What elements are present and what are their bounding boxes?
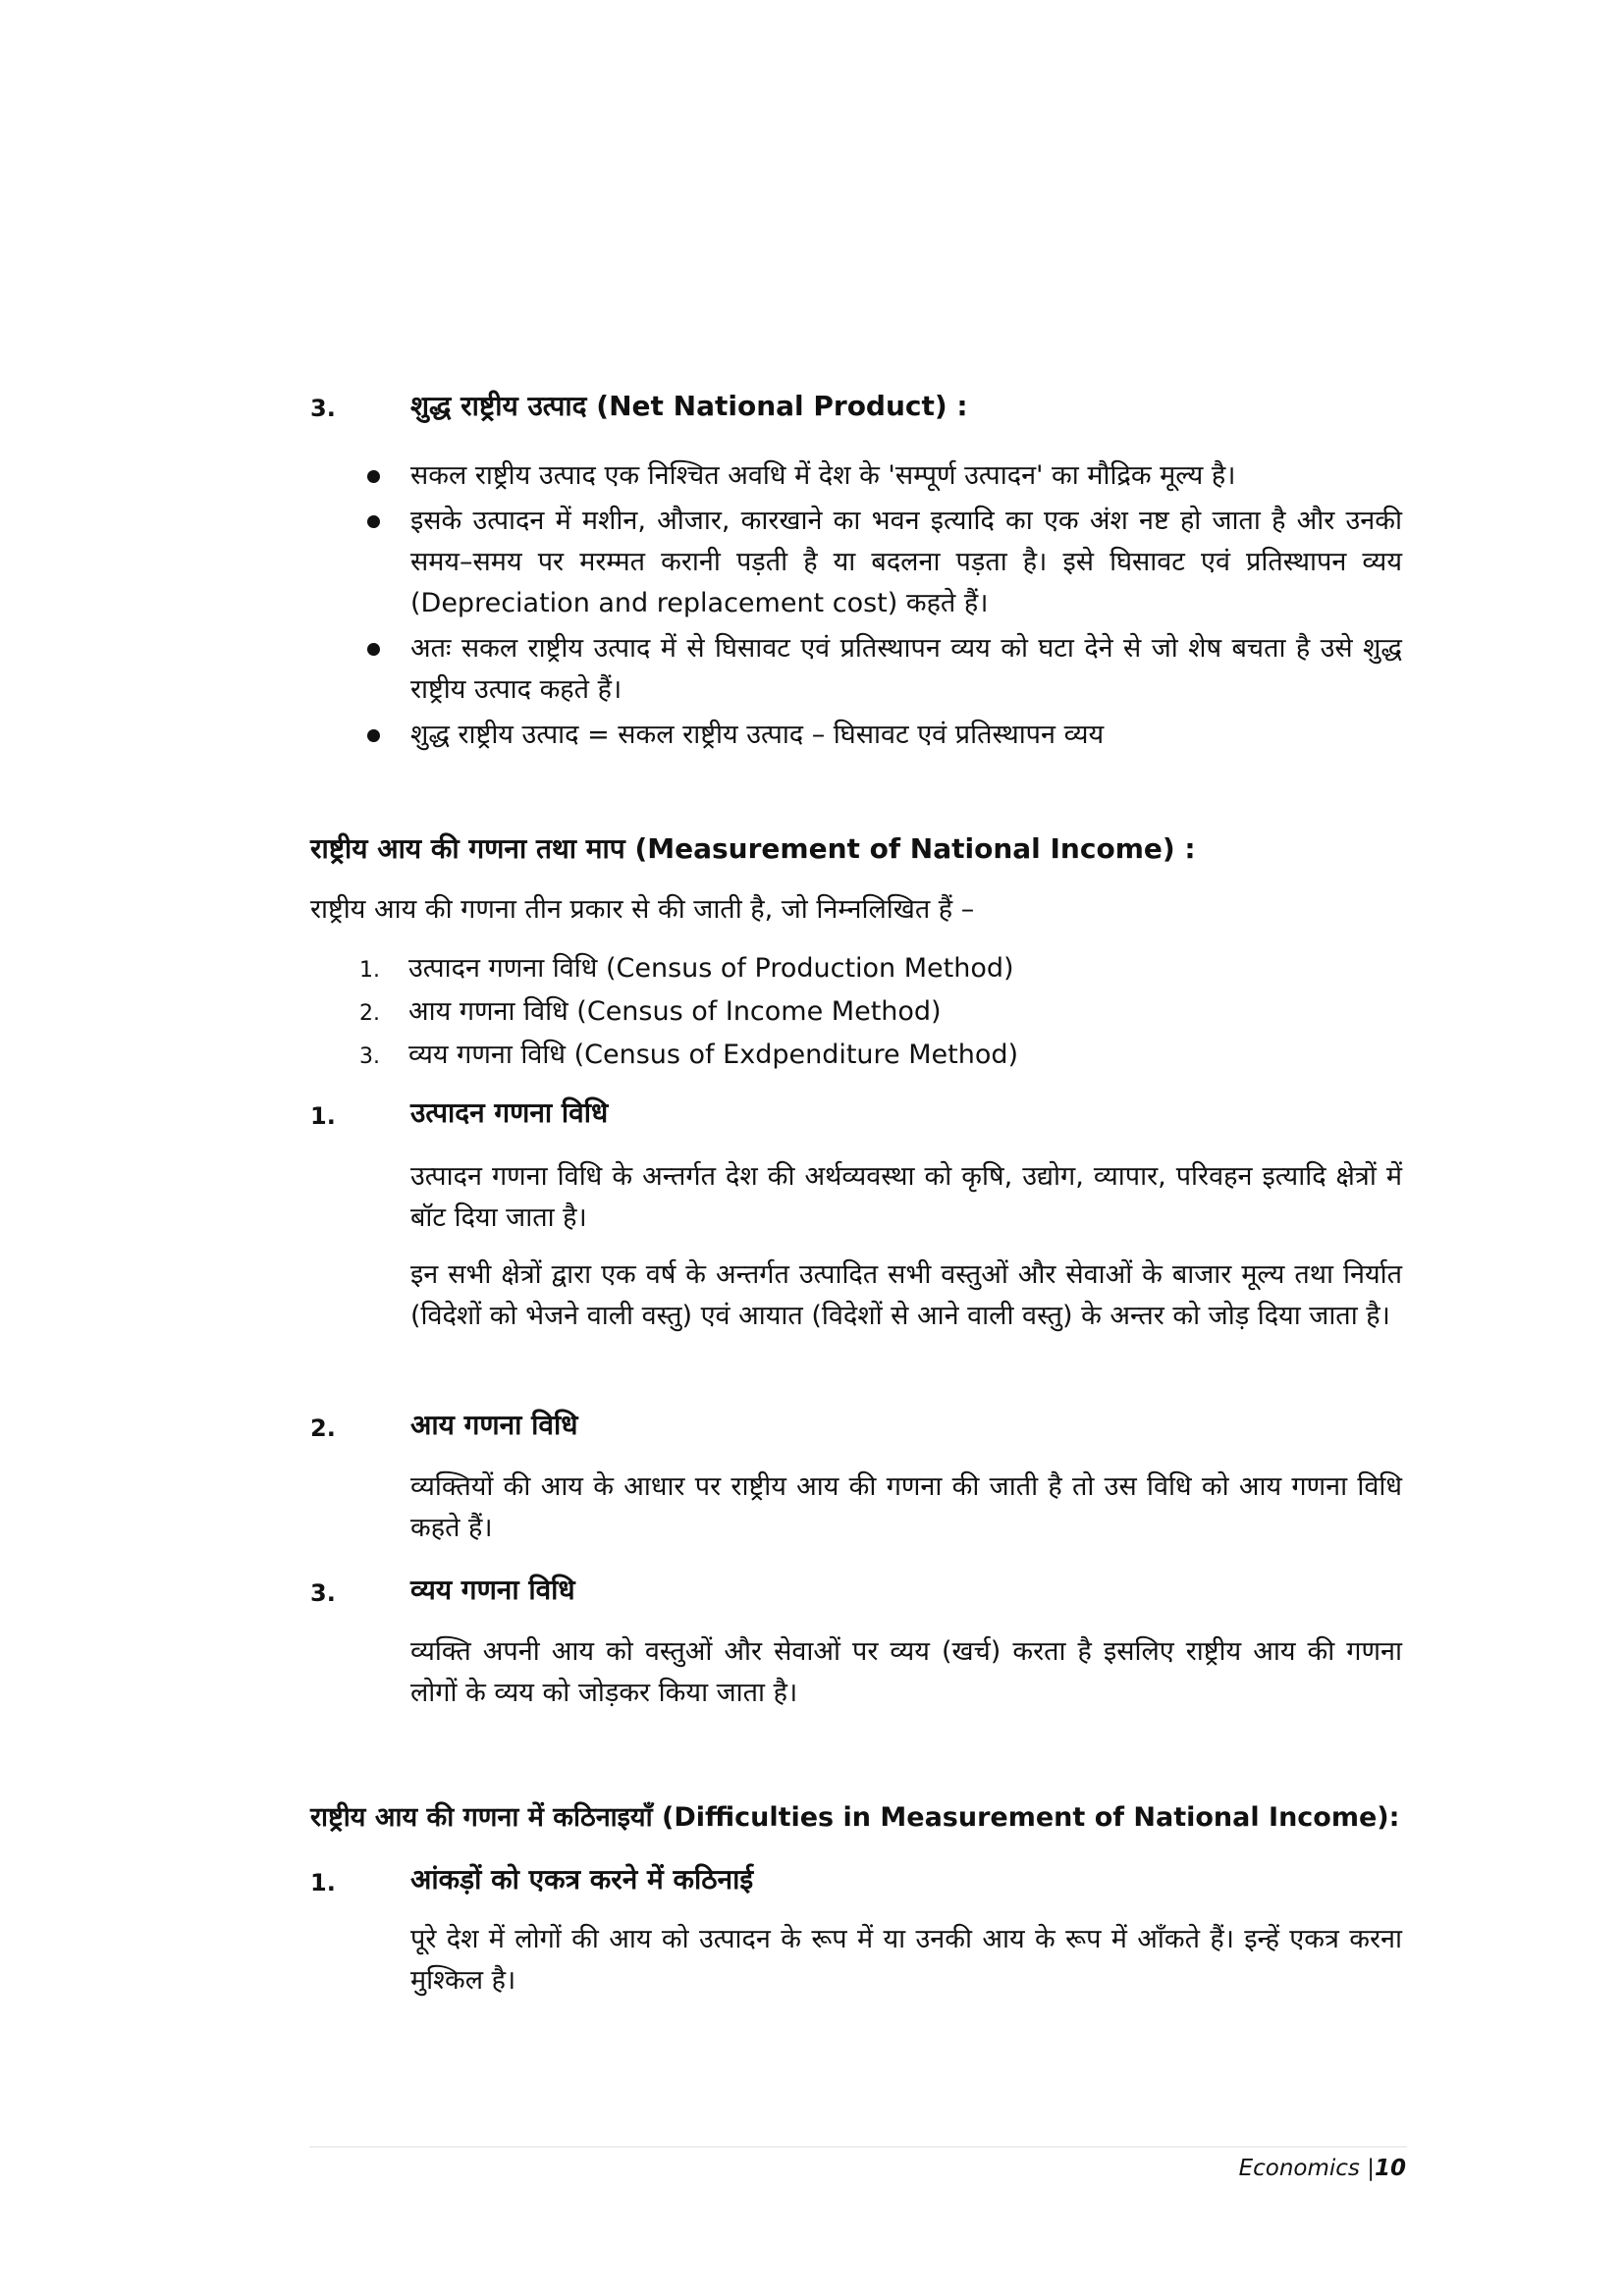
- method-paragraph: व्यक्ति अपनी आय को वस्तुओं और सेवाओं पर व्यय (खर्च) करता है इसलिए राष्ट्रीय आय की गणना लोगों के व्यय को जोड़कर किया जाता है।: [410, 1636, 1402, 1708]
- bullet-dot-icon: [367, 515, 380, 528]
- method-heading-production: उत्पादन गणना विधि: [410, 1096, 609, 1129]
- section-heading-net-national-product: शुद्ध राष्ट्रीय उत्पाद (Net National Product) :: [410, 390, 968, 422]
- difficulties-heading: राष्ट्रीय आय की गणना में कठिनाइयाँ (Difficulties in Measurement of National Income):: [310, 1802, 1400, 1833]
- page-number: 10: [1374, 2156, 1406, 2181]
- method-paragraph: व्यक्तियों की आय के आधार पर राष्ट्रीय आय की गणना की जाती है तो उस विधि को आय गणना विधि कहते हैं।: [410, 1471, 1402, 1543]
- method-number: 3.: [310, 1579, 336, 1607]
- list-item: 2. आय गणना विधि (Census of Income Method): [359, 996, 942, 1027]
- method-number: 2.: [310, 1415, 336, 1442]
- bullet-item: शुद्ध राष्ट्रीय उत्पाद = सकल राष्ट्रीय उत्पाद – घिसावट एवं प्रतिस्थापन व्यय: [359, 715, 1402, 756]
- bullet-item: अतः सकल राष्ट्रीय उत्पाद में से घिसावट एवं प्रतिस्थापन व्यय को घटा देने से जो शेष बचता है उसे शुद्ध राष्ट्रीय उत्पाद कहते हैं।: [359, 628, 1402, 711]
- method-number: 1.: [310, 1102, 336, 1130]
- methods-list: [359, 948, 1018, 1078]
- difficulty-heading-data-collection: आंकड़ों को एकत्र करने में कठिनाई: [410, 1863, 754, 1896]
- bullet-item: इसके उत्पादन में मशीन, औजार, कारखाने का भवन इत्यादि का एक अंश नष्ट हो जाता है और उनकी समय–समय पर मरम्मत करानी पड़ती है या बदलना पड़ता है। इसे घिसावट एवं प्रतिस्थापन व्यय (Depreciation and replacement cost) कहते हैं।: [359, 501, 1402, 624]
- bullet-dot-icon: [367, 643, 380, 656]
- bullet-list: [359, 455, 1402, 760]
- footer-divider: [309, 2146, 1407, 2148]
- bullet-dot-icon: [367, 729, 380, 742]
- list-item: 1. उत्पादन गणना विधि (Census of Production Method): [359, 953, 1014, 984]
- difficulty-paragraph: पूरे देश में लोगों की आय को उत्पादन के रूप में या उनकी आय के रूप में आँकते हैं। इन्हें एकत्र करना मुश्किल है।: [410, 1924, 1402, 1996]
- method-paragraph: उत्पादन गणना विधि के अन्तर्गत देश की अर्थव्यवस्था को कृषि, उद्योग, व्यापार, परिवहन इत्यादि क्षेत्रों में बॉट दिया जाता है।: [410, 1161, 1402, 1233]
- bullet-item: सकल राष्ट्रीय उत्पाद एक निश्चित अवधि में देश के 'सम्पूर्ण उत्पादन' का मौद्रिक मूल्य है।: [359, 455, 1402, 497]
- measurement-heading: राष्ट्रीय आय की गणना तथा माप (Measurement of National Income) :: [310, 832, 1196, 865]
- method-heading-expenditure: व्यय गणना विधि: [410, 1574, 575, 1606]
- page-footer: [1239, 2152, 1406, 2185]
- footer-subject: Economics |: [1238, 2156, 1375, 2181]
- method-paragraph: इन सभी क्षेत्रों द्वारा एक वर्ष के अन्तर्गत उत्पादित सभी वस्तुओं और सेवाओं के बाजार मूल्य तथा निर्यात (विदेशों को भेजने वाली वस्तु) एवं आयात (विदेशों से आने वाली वस्तु) के अन्तर को जोड़ दिया जाता है।: [410, 1259, 1402, 1331]
- measurement-intro: राष्ट्रीय आय की गणना तीन प्रकार से की जाती है, जो निम्नलिखित हैं –: [310, 894, 975, 925]
- difficulty-number: 1.: [310, 1869, 336, 1896]
- bullet-dot-icon: [367, 470, 380, 483]
- list-item: 3. व्यय गणना विधि (Census of Exdpenditure Method): [359, 1040, 1019, 1070]
- method-heading-income: आय गणना विधि: [410, 1409, 578, 1441]
- section-number: 3.: [310, 395, 336, 422]
